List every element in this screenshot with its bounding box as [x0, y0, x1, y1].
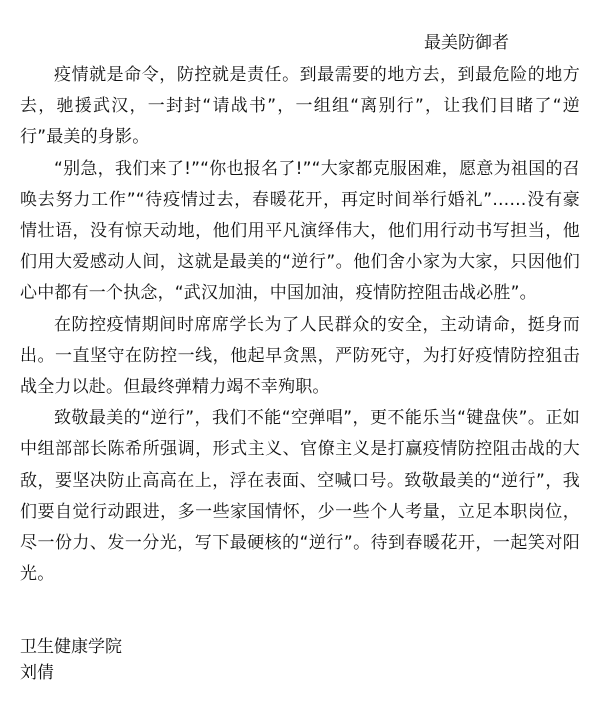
paragraph: 致敬最美的“逆行”，我们不能“空弹唱”，更不能乐当“键盘侠”。正如中组部部长陈希所强调，形式主义、官僚主义是打赢疫情防控阻击战的大敌，要坚决防止高高在上，浮在表面、空喊口号。致敬最美的“逆行”，我们要自觉行动跟进，多一些家国情怀，少一些个人考量，立足本职岗位，尽一份力、发一分光，写下最硬核的“逆行”。待到春暖花开，一起笑对阳光。: [20, 408, 580, 585]
document-body: [20, 60, 580, 590]
signature-department: 卫生健康学院: [20, 637, 122, 657]
paragraph: 在防控疫情期间时席席学长为了人民群众的安全，主动请命，挺身而出。一直坚守在防控一线，他起早贪黑，严防死守，为打好疫情防控狙击战全力以赴。但最终弹精力竭不幸殉职。: [20, 314, 580, 398]
paragraph: “别急，我们来了!”“你也报名了!”“大家都克服困难，愿意为祖国的召唤去努力工作”“待疫情过去，春暖花开，再定时间举行婚礼”……没有豪情壮语，没有惊天动地，他们用平凡演绎伟大，他们用行动书写担当，他们用大爱感动人间，这就是最美的“逆行”。他们舍小家为大家，只因他们心中都有一个执念，“武汉加油，中国加油，疫情防控阻击战必胜”。: [20, 158, 580, 304]
signature-block: [20, 634, 122, 686]
paragraph: 疫情就是命令，防控就是责任。到最需要的地方去，到最危险的地方去，驰援武汉，一封封“请战书”，一组组“离别行”，让我们目睹了“逆行”最美的身影。: [20, 65, 580, 148]
signature-author: 刘倩: [20, 663, 54, 683]
document-title: 最美防御者: [424, 33, 509, 53]
